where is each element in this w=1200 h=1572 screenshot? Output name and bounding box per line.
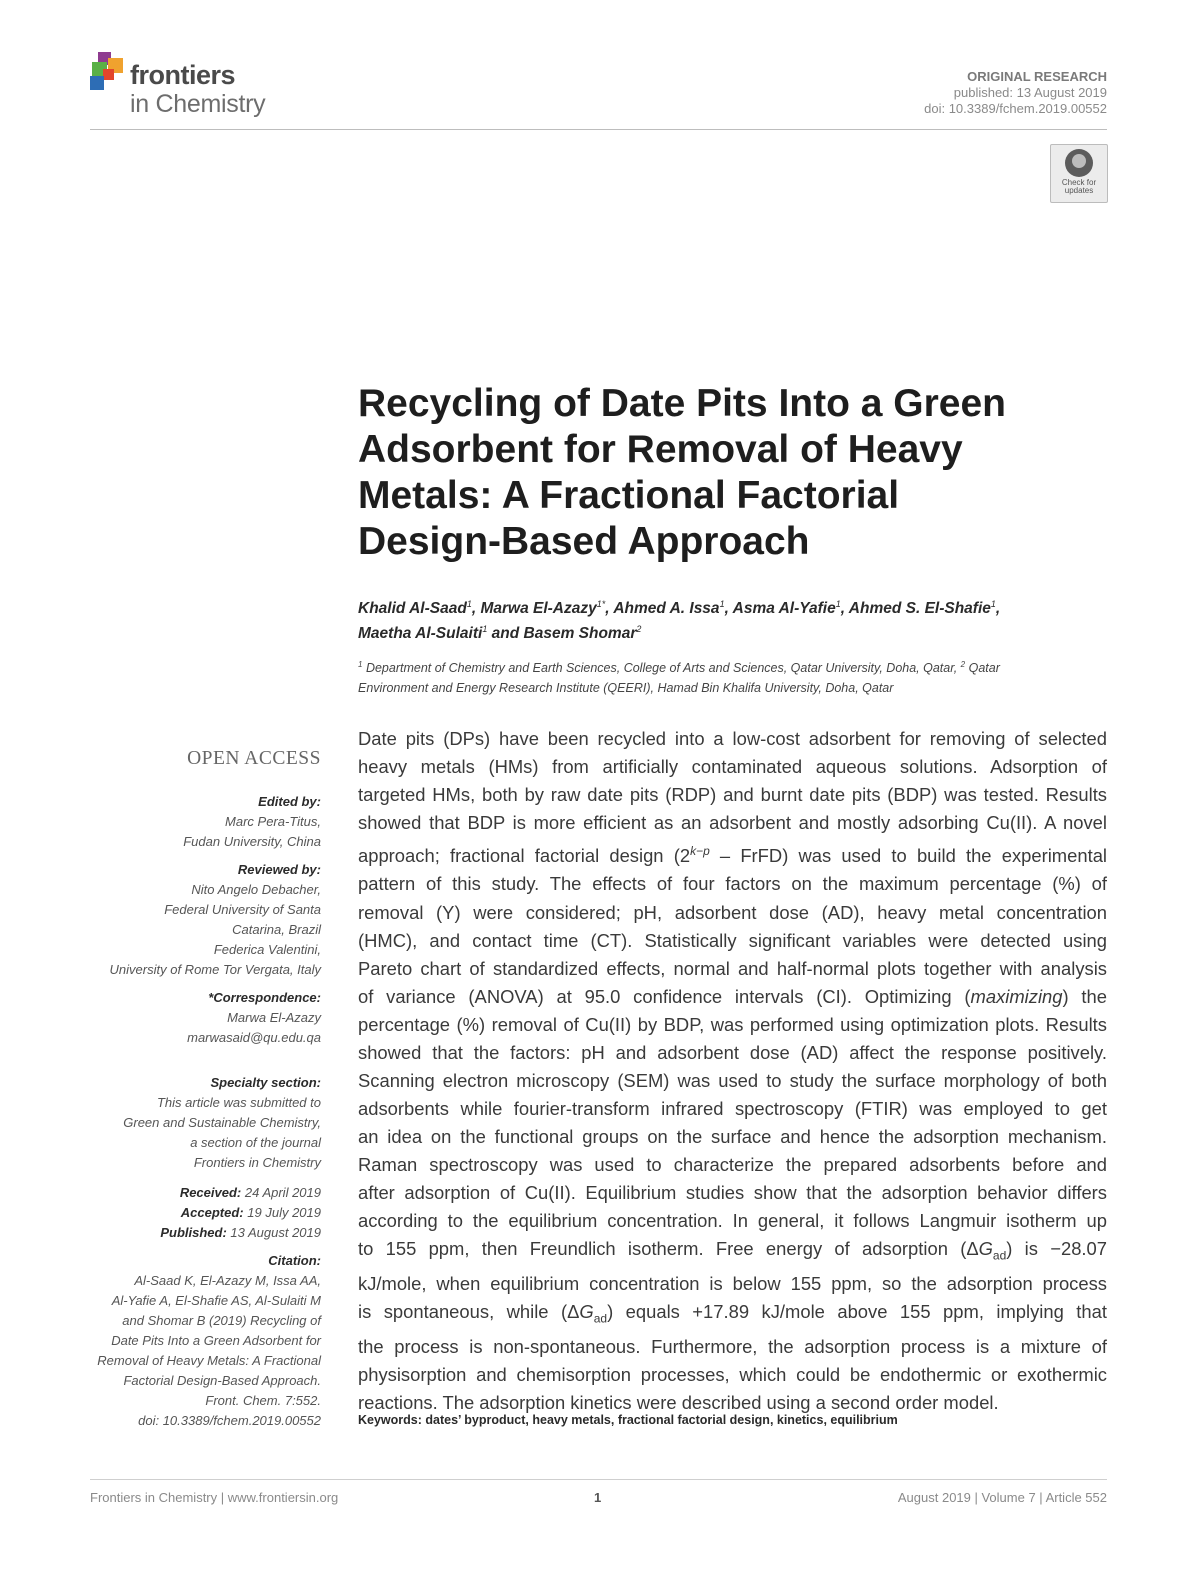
article-doi[interactable]: doi: 10.3389/fchem.2019.00552 bbox=[924, 101, 1107, 116]
abstract-line: percentage (%) removal of Cu(II) by BDP, was performed using optimization plots. Results bbox=[358, 1013, 1107, 1035]
abstract-line: physisorption and chemisorption processes, which could be endothermic or exothermic bbox=[358, 1363, 1107, 1385]
affil-sup: 2 bbox=[960, 660, 966, 669]
published-date: published: 13 August 2019 bbox=[953, 85, 1107, 100]
author-name[interactable]: Ahmed A. Issa bbox=[613, 600, 720, 618]
citation-section bbox=[90, 1251, 321, 1431]
author-affil-sup: 1 bbox=[990, 599, 996, 609]
abstract-text: of variance (ANOVA) at 95.0 confidence intervals (CI). Optimizing ( bbox=[358, 985, 971, 1007]
title-line: Adsorbent for Removal of Heavy bbox=[358, 428, 963, 471]
abstract-line: the process is non-spontaneous. Furthermore, the adsorption process is a mixture of bbox=[358, 1335, 1107, 1357]
specialty-line: Frontiers in Chemistry bbox=[193, 1155, 321, 1170]
abstract-italic: G bbox=[978, 1238, 993, 1260]
reviewer-line: Nito Angelo Debacher, bbox=[191, 882, 321, 897]
check-updates-line2: updates bbox=[1064, 186, 1094, 195]
title-line: Metals: A Fractional Factorial bbox=[358, 474, 900, 517]
abstract bbox=[358, 725, 1107, 1417]
edited-by-label: Edited by: bbox=[258, 794, 321, 809]
author-affil-sup: 1 bbox=[719, 599, 725, 609]
author-name[interactable]: Marwa El-Azazy bbox=[480, 600, 597, 618]
abstract-line: after adsorption of Cu(II). Equilibrium studies show that the adsorption behavior differs bbox=[358, 1182, 1107, 1204]
author-affil-sup: 2 bbox=[636, 624, 642, 635]
abstract-line: Date pits (DPs) have been recycled into a low-cost adsorbent for removing of selected bbox=[358, 728, 1107, 749]
citation-line: Date Pits Into a Green Adsorbent for bbox=[111, 1333, 321, 1348]
abstract-text: ) equals +17.89 kJ/mole above 155 ppm, implying that bbox=[607, 1301, 1107, 1323]
page-number: 1 bbox=[594, 1490, 602, 1505]
abstract-text: to 155 ppm, then Freundlich isotherm. Free energy of adsorption (Δ bbox=[358, 1238, 979, 1260]
abstract-italic: G bbox=[579, 1301, 594, 1323]
affiliations bbox=[358, 655, 1108, 698]
keywords-label: Keywords: bbox=[358, 1413, 422, 1427]
author-affil-sup: 1* bbox=[596, 599, 606, 609]
edited-by-section bbox=[90, 792, 321, 852]
author-affil-sup: 1 bbox=[482, 624, 488, 635]
published-date-side: 13 August 2019 bbox=[230, 1225, 321, 1240]
citation-line: and Shomar B (2019) Recycling of bbox=[122, 1313, 321, 1328]
correspondence-name: Marwa El-Azazy bbox=[227, 1010, 321, 1025]
check-for-updates-badge[interactable] bbox=[1050, 144, 1108, 203]
abstract-text: – FrFD) was used to build the experimental bbox=[709, 845, 1108, 867]
abstract-line: Scanning electron microscopy (SEM) was used to study the surface morphology of both bbox=[358, 1069, 1107, 1091]
correspondence-email[interactable]: marwasaid@qu.edu.qa bbox=[187, 1030, 321, 1045]
citation-line: Factorial Design-Based Approach. bbox=[123, 1373, 321, 1388]
abstract-line: Pareto chart of standardized effects, normal and half-normal plots together with analysis bbox=[358, 957, 1107, 979]
citation-line: Removal of Heavy Metals: A Fractional bbox=[97, 1353, 321, 1368]
abstract-line: heavy metals (HMs) from artificially contaminated aqueous solutions. Adsorption of bbox=[358, 756, 1107, 778]
reviewed-by-label: Reviewed by: bbox=[237, 862, 321, 877]
abstract-line bbox=[358, 1298, 1107, 1333]
affil-text: Department of Chemistry and Earth Sciences, College of Arts and Sciences, Qatar University, Doha, Qatar, bbox=[365, 661, 958, 676]
header-divider bbox=[90, 129, 1107, 130]
check-updates-line1: Check for bbox=[1061, 178, 1097, 187]
specialty-line: This article was submitted to bbox=[156, 1095, 321, 1110]
editor-line: Fudan University, China bbox=[183, 834, 321, 849]
reviewer-line: Catarina, Brazil bbox=[232, 922, 321, 937]
editor-line: Marc Pera-Titus, bbox=[225, 814, 321, 829]
article-meta bbox=[924, 69, 1107, 117]
logo-word-journal: in Chemistry bbox=[130, 90, 266, 118]
author-affil-sup: 1 bbox=[835, 599, 841, 609]
abstract-text: is spontaneous, while (Δ bbox=[358, 1301, 580, 1323]
abstract-line bbox=[358, 1235, 1107, 1270]
specialty-line: Green and Sustainable Chemistry, bbox=[123, 1115, 321, 1130]
abstract-line: removal (Y) were considered; pH, adsorbent dose (AD), heavy metal concentration bbox=[358, 901, 1107, 923]
abstract-line: targeted HMs, both by raw date pits (RDP) and burnt date pits (BDP) was tested. Results bbox=[358, 784, 1107, 806]
footer-issue-info: August 2019 | Volume 7 | Article 552 bbox=[897, 1490, 1107, 1505]
abstract-subscript: ad bbox=[593, 1311, 608, 1326]
abstract-text: approach; fractional factorial design (2 bbox=[358, 845, 691, 867]
abstract-text: ) the bbox=[1062, 985, 1107, 1007]
author-name[interactable]: Basem Shomar bbox=[523, 625, 637, 643]
abstract-subscript: ad bbox=[992, 1248, 1007, 1263]
dates-section bbox=[90, 1183, 321, 1243]
abstract-text: ) is −28.07 bbox=[1006, 1238, 1107, 1260]
affil-text: Qatar bbox=[968, 661, 1000, 676]
abstract-line: reactions. The adsorption kinetics were described using a second order model. bbox=[358, 1391, 999, 1413]
received-date: 24 April 2019 bbox=[244, 1185, 321, 1200]
journal-logo bbox=[90, 52, 320, 122]
specialty-section bbox=[90, 1073, 321, 1173]
keywords bbox=[358, 1413, 1118, 1427]
title-line: Recycling of Date Pits Into a Green bbox=[358, 382, 1006, 425]
abstract-line: according to the equilibrium concentration. In general, it follows Langmuir isotherm up bbox=[358, 1210, 1107, 1232]
author-name[interactable]: Ahmed S. El-Shafie bbox=[848, 600, 991, 618]
abstract-line: (HMC), and contact time (CT). Statistically significant variables were detected using bbox=[358, 929, 1107, 951]
abstract-superscript: k−p bbox=[690, 844, 710, 859]
check-updates-icon bbox=[1065, 149, 1093, 177]
reviewed-by-section bbox=[90, 860, 321, 980]
abstract-line bbox=[358, 837, 1107, 870]
reviewer-line: Federal University of Santa bbox=[164, 902, 321, 917]
author-name[interactable]: Asma Al-Yafie bbox=[732, 600, 836, 618]
frontiers-logo-icon bbox=[90, 52, 126, 94]
abstract-line: showed that the factors: pH and adsorbent dose (AD) affect the response positively. bbox=[358, 1041, 1107, 1063]
citation-line: Al-Yafie A, El-Shafie AS, Al-Sulaiti M bbox=[111, 1293, 321, 1308]
received-label: Received: bbox=[179, 1185, 242, 1200]
author-and: and bbox=[491, 625, 520, 643]
citation-doi[interactable]: doi: 10.3389/fchem.2019.00552 bbox=[138, 1413, 321, 1428]
abstract-line: showed that BDP is more efficient as an adsorbent and mostly adsorbing Cu(II). A novel bbox=[358, 812, 1107, 834]
reviewer-line: University of Rome Tor Vergata, Italy bbox=[109, 962, 321, 977]
author-affil-sup: 1 bbox=[466, 599, 472, 609]
abstract-line: adsorbents while fourier-transform infrared spectroscopy (FTIR) was employed to get bbox=[358, 1097, 1107, 1119]
citation-line: Al-Saad K, El-Azazy M, Issa AA, bbox=[134, 1273, 321, 1288]
footer-journal-link[interactable]: Frontiers in Chemistry | www.frontiersin.org bbox=[90, 1490, 339, 1505]
abstract-italic: maximizing bbox=[970, 985, 1063, 1007]
abstract-line: an idea on the functional groups on the surface and hence the adsorption mechanism. bbox=[358, 1126, 1107, 1147]
article-type: ORIGINAL RESEARCH bbox=[967, 69, 1107, 84]
abstract-line: kJ/mole, when equilibrium concentration is below 155 ppm, so the adsorption process bbox=[358, 1272, 1107, 1294]
affil-sup: 1 bbox=[358, 660, 363, 669]
footer-divider bbox=[90, 1479, 1107, 1480]
abstract-line bbox=[358, 983, 1107, 1011]
citation-line: Front. Chem. 7:552. bbox=[205, 1393, 321, 1408]
abstract-line: Raman spectroscopy was used to characterize the prepared adsorbents before and bbox=[358, 1154, 1107, 1176]
correspondence-label: *Correspondence: bbox=[208, 990, 321, 1005]
article-title bbox=[358, 381, 1108, 565]
abstract-line: pattern of this study. The effects of four factors on the maximum percentage (%) of bbox=[358, 873, 1107, 895]
author-name[interactable]: Khalid Al-Saad bbox=[358, 600, 467, 618]
accepted-label: Accepted: bbox=[180, 1205, 244, 1220]
logo-word-frontiers: frontiers bbox=[130, 60, 236, 90]
reviewer-line: Federica Valentini, bbox=[213, 942, 321, 957]
citation-label: Citation: bbox=[268, 1253, 321, 1268]
open-access-label: OPEN ACCESS bbox=[187, 748, 321, 769]
specialty-label: Specialty section: bbox=[210, 1075, 321, 1090]
affil-text: Environment and Energy Research Institute (QEERI), Hamad Bin Khalifa University, Doha, Qatar bbox=[358, 681, 894, 696]
title-line: Design-Based Approach bbox=[358, 520, 810, 563]
correspondence-section bbox=[90, 988, 321, 1048]
keywords-text: dates’ byproduct, heavy metals, fractional factorial design, kinetics, equilibrium bbox=[425, 1413, 898, 1427]
author-name[interactable]: Maetha Al-Sulaiti bbox=[358, 625, 483, 643]
specialty-line: a section of the journal bbox=[190, 1135, 321, 1150]
accepted-date: 19 July 2019 bbox=[247, 1205, 321, 1220]
published-label: Published: bbox=[160, 1225, 227, 1240]
author-list: Khalid Al-Saad$^1$, Marwa El-Azazy$^{1*}$, Ahmed A. Issa$^1$, Asma Al-Yafie$^1$, Ahmed S. El-Shafie$^1$, Maetha Al-Sulaiti$^1$ and Basem Shomar$^2$ bbox=[358, 599, 1001, 643]
